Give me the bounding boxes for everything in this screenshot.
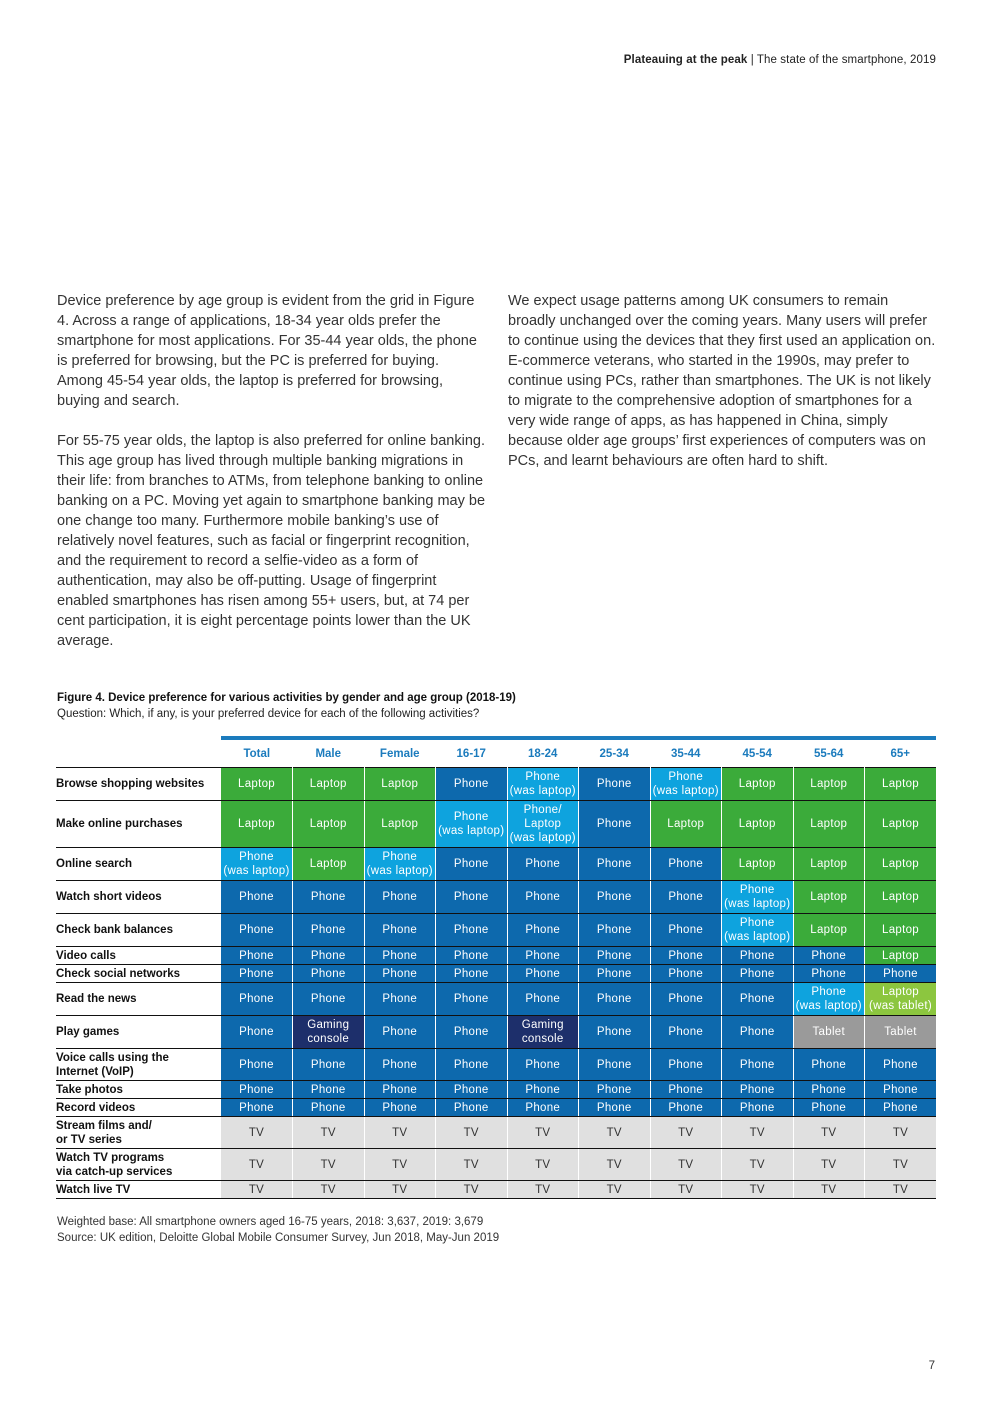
table-cell: TV — [293, 1181, 365, 1199]
table-cell: TV — [221, 1117, 293, 1149]
row-label: Make online purchases — [56, 801, 221, 848]
table-cell: TV — [436, 1149, 508, 1181]
table-cell: TV — [293, 1117, 365, 1149]
table-cell: Laptop — [221, 801, 293, 848]
table-row — [56, 1181, 936, 1199]
table-cell: Laptop — [865, 801, 937, 848]
table-cell: Phone — [579, 965, 651, 983]
table-cell: Phone — [293, 1099, 365, 1117]
table-cell: Phone — [579, 1099, 651, 1117]
table-cell: Laptop — [865, 914, 937, 947]
table-cell: Phone — [650, 965, 722, 983]
table-cell: Laptop — [865, 768, 937, 801]
table-row — [56, 1081, 936, 1099]
table-cell: Laptop — [793, 768, 865, 801]
table-body — [56, 768, 936, 1199]
table-cell: TV — [793, 1149, 865, 1181]
table-cell: Phone (was laptop) — [364, 848, 436, 881]
column-header: 25-34 — [579, 738, 651, 768]
table-cell: Phone — [650, 848, 722, 881]
table-cell: TV — [793, 1117, 865, 1149]
table-cell: Phone — [865, 965, 937, 983]
table-cell: Phone — [364, 1049, 436, 1081]
table-cell: Phone — [221, 947, 293, 965]
table-cell: Phone — [507, 848, 579, 881]
column-header: 16-17 — [436, 738, 508, 768]
table-cell: TV — [722, 1181, 794, 1199]
column-header: Female — [364, 738, 436, 768]
table-row — [56, 1117, 936, 1149]
table-cell: Phone — [293, 983, 365, 1016]
table-cell: Phone — [650, 947, 722, 965]
row-label: Watch live TV — [56, 1181, 221, 1199]
table-row — [56, 881, 936, 914]
table-cell: Phone — [364, 1081, 436, 1099]
table-cell: Phone — [436, 768, 508, 801]
row-label: Stream films and/ or TV series — [56, 1117, 221, 1149]
table-cell: Phone — [507, 914, 579, 947]
table-cell: TV — [507, 1117, 579, 1149]
table-cell: TV — [579, 1181, 651, 1199]
table-cell: TV — [507, 1149, 579, 1181]
table-cell: Laptop — [865, 848, 937, 881]
table-cell: Phone — [650, 914, 722, 947]
table-cell: TV — [793, 1181, 865, 1199]
table-cell: Phone — [436, 881, 508, 914]
table-cell: Phone — [722, 1049, 794, 1081]
table-cell: Phone — [722, 983, 794, 1016]
table-cell: Phone — [865, 1049, 937, 1081]
table-row — [56, 1016, 936, 1049]
table-cell: Laptop — [722, 768, 794, 801]
table-cell: TV — [436, 1181, 508, 1199]
table-cell: Phone — [650, 1099, 722, 1117]
table-cell: Phone — [436, 914, 508, 947]
table-cell: Phone — [436, 1016, 508, 1049]
table-cell: TV — [865, 1117, 937, 1149]
table-cell: Gaming console — [507, 1016, 579, 1049]
table-cell: Laptop — [364, 801, 436, 848]
table-cell: Laptop — [793, 881, 865, 914]
table-cell: Phone — [507, 965, 579, 983]
table-cell: Phone — [293, 965, 365, 983]
table-cell: Phone — [364, 881, 436, 914]
table-cell: TV — [364, 1181, 436, 1199]
table-cell: Phone — [436, 983, 508, 1016]
device-preference-table — [56, 736, 936, 1199]
table-cell: Phone — [436, 848, 508, 881]
running-header — [624, 54, 936, 66]
table-cell: Laptop — [865, 881, 937, 914]
table-cell: Phone — [221, 1081, 293, 1099]
row-label: Watch short videos — [56, 881, 221, 914]
table-cell: Phone — [507, 1049, 579, 1081]
table-cell: Phone — [793, 1099, 865, 1117]
table-cell: Phone — [579, 848, 651, 881]
table-cell: Tablet — [865, 1016, 937, 1049]
table-cell: Phone — [722, 1081, 794, 1099]
table-cell: Phone — [722, 965, 794, 983]
table-cell: Phone (was laptop) — [221, 848, 293, 881]
table-cell: Phone — [221, 1049, 293, 1081]
table-cell: TV — [579, 1149, 651, 1181]
table-row — [56, 914, 936, 947]
figure-question: Question: Which, if any, is your preferred device for each of the following activities? — [57, 708, 480, 720]
table-cell: Phone — [579, 914, 651, 947]
table-cell: Phone — [364, 947, 436, 965]
table-cell: Phone — [579, 1016, 651, 1049]
table-row — [56, 1149, 936, 1181]
paragraph: Device preference by age group is evident from the grid in Figure 4. Across a range of applications, 18-34 year olds prefer the smartphone for most applications. For 35-44 year olds, the phone is preferred for browsing, but the PC is preferred for buying. Among 45-54 year olds, the laptop is preferred for browsing, buying and search. — [57, 293, 477, 409]
table-cell: Phone — [293, 947, 365, 965]
table-cell: Phone/ Laptop (was laptop) — [507, 801, 579, 848]
table-row — [56, 848, 936, 881]
table-cell: Phone — [436, 1099, 508, 1117]
table-cell: TV — [579, 1117, 651, 1149]
column-header: 35-44 — [650, 738, 722, 768]
table-cell: Phone — [650, 1016, 722, 1049]
table-cell: Phone — [364, 914, 436, 947]
table-cell: TV — [364, 1149, 436, 1181]
table-cell: TV — [865, 1181, 937, 1199]
table-cell: Phone (was laptop) — [722, 881, 794, 914]
column-header: 18-24 — [507, 738, 579, 768]
table-cell: Phone — [507, 881, 579, 914]
table-cell: Phone — [293, 914, 365, 947]
table-row — [56, 768, 936, 801]
table-cell: Phone — [722, 1099, 794, 1117]
table-cell: Gaming console — [293, 1016, 365, 1049]
row-label: Read the news — [56, 983, 221, 1016]
table-row — [56, 983, 936, 1016]
table-cell: Phone — [579, 881, 651, 914]
table-row — [56, 965, 936, 983]
header-separator: | — [747, 54, 757, 66]
table-cell: Laptop — [293, 848, 365, 881]
table-cell: Tablet — [793, 1016, 865, 1049]
table-cell: Phone — [793, 965, 865, 983]
column-header: 65+ — [865, 738, 937, 768]
table-cell: Phone (was laptop) — [793, 983, 865, 1016]
table-cell: Phone — [507, 947, 579, 965]
table-cell: Laptop — [650, 801, 722, 848]
page-number: 7 — [928, 1360, 935, 1372]
table-cell: Phone — [793, 947, 865, 965]
table-cell: TV — [722, 1117, 794, 1149]
table-cell: Laptop — [293, 768, 365, 801]
table-cell: Phone — [650, 1049, 722, 1081]
table-cell: Phone — [579, 1049, 651, 1081]
table-cell: Phone — [436, 1081, 508, 1099]
row-label: Online search — [56, 848, 221, 881]
table-cell: Phone — [436, 947, 508, 965]
table-cell: Phone — [507, 1099, 579, 1117]
weighted-base-note: Weighted base: All smartphone owners aged 16-75 years, 2018: 3,637, 2019: 3,679 — [57, 1216, 484, 1228]
row-label: Video calls — [56, 947, 221, 965]
table-cell: Phone (was laptop) — [650, 768, 722, 801]
table-cell: Laptop — [793, 801, 865, 848]
body-column-left — [57, 291, 487, 671]
table-row — [56, 1049, 936, 1081]
source-note: Source: UK edition, Deloitte Global Mobile Consumer Survey, Jun 2018, May-Jun 2019 — [57, 1232, 500, 1244]
table-cell: Phone — [364, 1016, 436, 1049]
table-cell: Laptop — [364, 768, 436, 801]
table-cell: Phone — [865, 1099, 937, 1117]
table-cell: Phone — [221, 1099, 293, 1117]
table-cell: Phone — [793, 1049, 865, 1081]
table-cell: TV — [650, 1181, 722, 1199]
column-header: 45-54 — [722, 738, 794, 768]
row-label: Check bank balances — [56, 914, 221, 947]
table-cell: TV — [221, 1149, 293, 1181]
table-cell: TV — [650, 1149, 722, 1181]
table-cell: Phone — [221, 1016, 293, 1049]
table-cell: Laptop — [793, 848, 865, 881]
table-cell: TV — [364, 1117, 436, 1149]
table-cell: Phone — [221, 983, 293, 1016]
table-corner — [56, 738, 221, 768]
body-column-right — [508, 291, 938, 491]
table-cell: Phone — [364, 965, 436, 983]
table-row — [56, 1099, 936, 1117]
table-cell: Phone — [507, 1081, 579, 1099]
table-cell: Phone — [221, 965, 293, 983]
table-cell: Phone — [364, 983, 436, 1016]
table-cell: TV — [865, 1149, 937, 1181]
table-cell: Phone — [579, 768, 651, 801]
table-cell: Phone — [865, 1081, 937, 1099]
table-cell: Phone — [221, 881, 293, 914]
table-cell: Laptop — [722, 801, 794, 848]
table-cell: TV — [436, 1117, 508, 1149]
row-label: Browse shopping websites — [56, 768, 221, 801]
row-label: Take photos — [56, 1081, 221, 1099]
table-cell: Phone — [650, 983, 722, 1016]
table-cell: Phone (was laptop) — [722, 914, 794, 947]
row-label: Voice calls using the Internet (VoIP) — [56, 1049, 221, 1081]
table-cell: Laptop (was tablet) — [865, 983, 937, 1016]
table-cell: TV — [722, 1149, 794, 1181]
table-row — [56, 947, 936, 965]
table-cell: TV — [650, 1117, 722, 1149]
column-header: Male — [293, 738, 365, 768]
table-cell: Phone — [364, 1099, 436, 1117]
table-cell: Laptop — [293, 801, 365, 848]
header-title: Plateauing at the peak — [623, 54, 748, 66]
row-label: Watch TV programs via catch-up services — [56, 1149, 221, 1181]
table-cell: Laptop — [722, 848, 794, 881]
table-cell: Phone — [436, 1049, 508, 1081]
table-cell: Phone (was laptop) — [507, 768, 579, 801]
table-cell: Phone — [293, 881, 365, 914]
table-header-row — [56, 738, 936, 768]
column-header: Total — [221, 738, 293, 768]
table-cell: Phone — [722, 1016, 794, 1049]
table-cell: Phone — [579, 1081, 651, 1099]
table-cell: Phone — [293, 1049, 365, 1081]
row-label: Record videos — [56, 1099, 221, 1117]
table-cell: TV — [221, 1181, 293, 1199]
row-label: Play games — [56, 1016, 221, 1049]
table-cell: Phone — [436, 965, 508, 983]
table-cell: Laptop — [865, 947, 937, 965]
table-cell: Phone — [579, 947, 651, 965]
table-cell: Phone — [579, 983, 651, 1016]
table-cell: TV — [507, 1181, 579, 1199]
table-cell: Phone — [221, 914, 293, 947]
header-subtitle: The state of the smartphone, 2019 — [756, 54, 936, 66]
table-cell: Phone — [722, 947, 794, 965]
table-cell: Phone — [650, 881, 722, 914]
table-row — [56, 801, 936, 848]
table-cell: Phone — [793, 1081, 865, 1099]
table-cell: Phone — [650, 1081, 722, 1099]
table-cell: Phone — [293, 1081, 365, 1099]
column-header: 55-64 — [793, 738, 865, 768]
paragraph: For 55-75 year olds, the laptop is also preferred for online banking. This age group has lived through multiple banking migrations in their life: from branches to ATMs, from telephone banking to online banking on a PC. Moving yet again to smartphone banking may be one change too many. Furthermore mobile banking’s use of relatively novel features, such as facial or fingerprint recognition, and the requirement to record a selfie-video as a form of authentication, may also be off-putting. Usage of fingerprint enabled smartphones has risen among 55+ users, but, at 74 per cent participation, it is eight percentage points lower than the UK average. — [57, 433, 486, 649]
figure-title: Figure 4. Device preference for various activities by gender and age group (2018-19) — [57, 692, 516, 704]
paragraph: We expect usage patterns among UK consumers to remain broadly unchanged over the coming years. Many users will prefer to continue using the devices that they first used an application on. E-commerce veterans, who started in the 1990s, may prefer to continue using PCs, rather than smartphones. The UK is not likely to migrate to the comprehensive adoption of smartphones for a very wide range of apps, as has happened in China, simply because older age groups’ first experiences of computers was on PCs, and learnt behaviours are often hard to shift. — [508, 293, 936, 469]
table-cell: Laptop — [793, 914, 865, 947]
row-label: Check social networks — [56, 965, 221, 983]
table-cell: Phone — [579, 801, 651, 848]
table-cell: Phone (was laptop) — [436, 801, 508, 848]
figure-notes — [57, 1214, 499, 1246]
table-cell: Phone — [507, 983, 579, 1016]
table-cell: TV — [293, 1149, 365, 1181]
table-cell: Laptop — [221, 768, 293, 801]
